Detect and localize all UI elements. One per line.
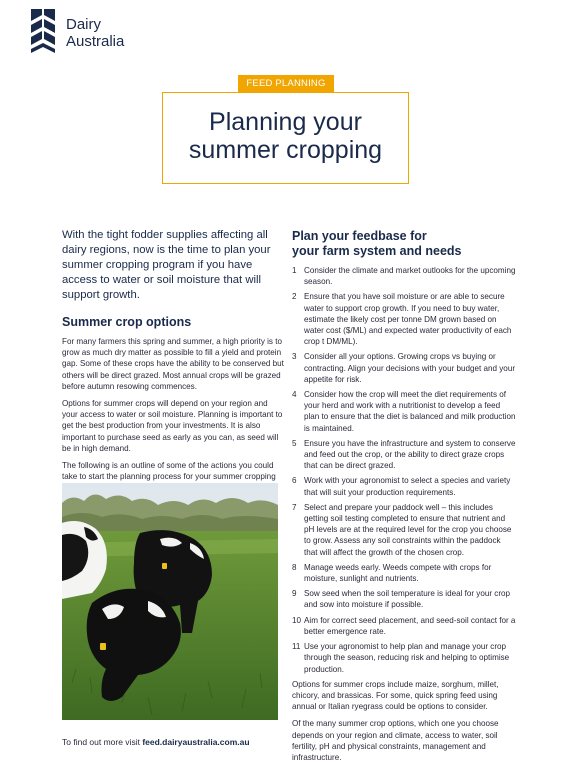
feedbase-steps-list [292, 265, 516, 675]
list-item [292, 615, 516, 637]
feedbase-heading-line1: Plan your feedbase for [292, 229, 427, 243]
feedbase-heading-line2: your farm system and needs [292, 244, 462, 258]
step-text: Consider the climate and market outlooks for the upcoming season. [304, 266, 516, 287]
summer-options-heading: Summer crop options [62, 315, 192, 329]
left-column [62, 228, 284, 500]
step-number: 6 [292, 476, 297, 486]
step-number: 9 [292, 589, 297, 599]
brand-name-line2: Australia [66, 33, 125, 50]
dairy-australia-logo-icon [28, 7, 58, 53]
step-number: 5 [292, 438, 297, 448]
closing-paragraph-2: Of the many summer crop options, which one you choose depends on your region and climate, access to water, soil fertility, pH and physical constraints, management and infrastructure. [292, 719, 499, 762]
brand-name [66, 16, 124, 50]
list-item [292, 291, 516, 347]
step-number: 2 [292, 292, 297, 302]
list-item [292, 502, 516, 558]
right-column [292, 229, 516, 764]
step-text: Ensure you have the infrastructure and system to conserve and feed out the crop, or the ability to direct graze crops that can be direct grazed. [304, 438, 516, 471]
photo-illustration [62, 483, 278, 720]
step-text: Consider how the crop will meet the diet requirements of your herd and work with a nutritionist to develop a feed plan to ensure that the diet is balanced and milk production is maintained. [304, 390, 516, 433]
summer-options-paragraph-1: For many farmers this spring and summer, a high priority is to grow as much dry matter as possible to fill a yield and protein gap. Some of these crops have the ability to be conserved but others will be direct grazed. Most annual crops will be grazed before autumn resowing commences. [62, 337, 284, 391]
summer-options-paragraph-2: Options for summer crops will depend on your region and your access to water or soil moisture. Planning is important to get the best production from your investments. It is also important to purchase seed as early as you can, as seed will be in high demand. [62, 399, 283, 453]
step-text: Manage weeds early. Weeds compete with crops for moisture, sunlight and nutrients. [304, 562, 492, 584]
closing-paragraph-1: Options for summer crops include maize, sorghum, millet, chicory, and brassicas. For some, quick spring feed using annual or Italian ryegrass could be options to consider. [292, 679, 499, 712]
page-title-line1: Planning your [209, 108, 362, 136]
footer-link[interactable]: feed.dairyaustralia.com.au [142, 737, 250, 747]
step-text: Consider all your options. Growing crops vs buying or contracting. Align your decisions with your budget and your appetite for risk. [304, 352, 516, 384]
step-number: 1 [292, 266, 297, 275]
step-number: 3 [292, 352, 297, 362]
brand-logo [28, 7, 158, 57]
cows-grazing-photo [62, 483, 278, 720]
list-item [292, 389, 516, 434]
step-text: Use your agronomist to help plan and manage your crop through the season, reducing risk and helping to optimise production. [304, 642, 510, 674]
intro-paragraph: With the tight fodder supplies affecting all dairy regions, now is the time to plan your summer cropping program if you have access to water or soil moisture that will support growth. [62, 229, 271, 301]
summer-options-paragraph-3: The following is an outline of some of the actions you could take to start the planning process for your summer cropping [62, 461, 276, 482]
page-title [162, 108, 409, 164]
category-tag: FEED PLANNING [238, 75, 334, 92]
list-item [292, 438, 516, 472]
step-number: 7 [292, 502, 297, 512]
footer [62, 737, 250, 747]
list-item [292, 475, 516, 497]
footer-prefix: To find out more visit [62, 737, 143, 747]
step-number: 8 [292, 562, 297, 572]
step-text: Sow seed when the soil temperature is ideal for your crop and sow into moisture if possible. [304, 589, 511, 610]
step-number: 4 [292, 390, 297, 400]
list-item [292, 641, 516, 675]
step-text: Ensure that you have soil moisture or are able to secure water to support crop growth. If you need to buy water, estimate the likely cost per tonne DM grown based on water cost ($/ML) and expected water productivity of each crop t DM/ML). [304, 292, 512, 347]
step-number: 11 [292, 642, 301, 652]
step-number: 10 [292, 615, 302, 625]
step-text: Work with your agronomist to select a species and variety that will suit your production requirements. [304, 476, 511, 497]
step-text: Aim for correct seed placement, and seed-soil contact for a better emergence rate. [304, 615, 516, 636]
list-item [292, 588, 516, 610]
list-item [292, 562, 516, 584]
brand-name-line1: Dairy [66, 16, 102, 33]
page-title-line2: summer cropping [188, 136, 383, 164]
list-item [292, 351, 516, 385]
feedbase-heading [292, 229, 516, 259]
step-text: Select and prepare your paddock well – this includes getting soil testing completed to ensure that nutrient and pH levels are at the required level for the crop you choose to grow. Assess any soil constraints within the paddock that will affect the growth of the chosen crop. [304, 502, 512, 557]
list-item [292, 265, 516, 287]
